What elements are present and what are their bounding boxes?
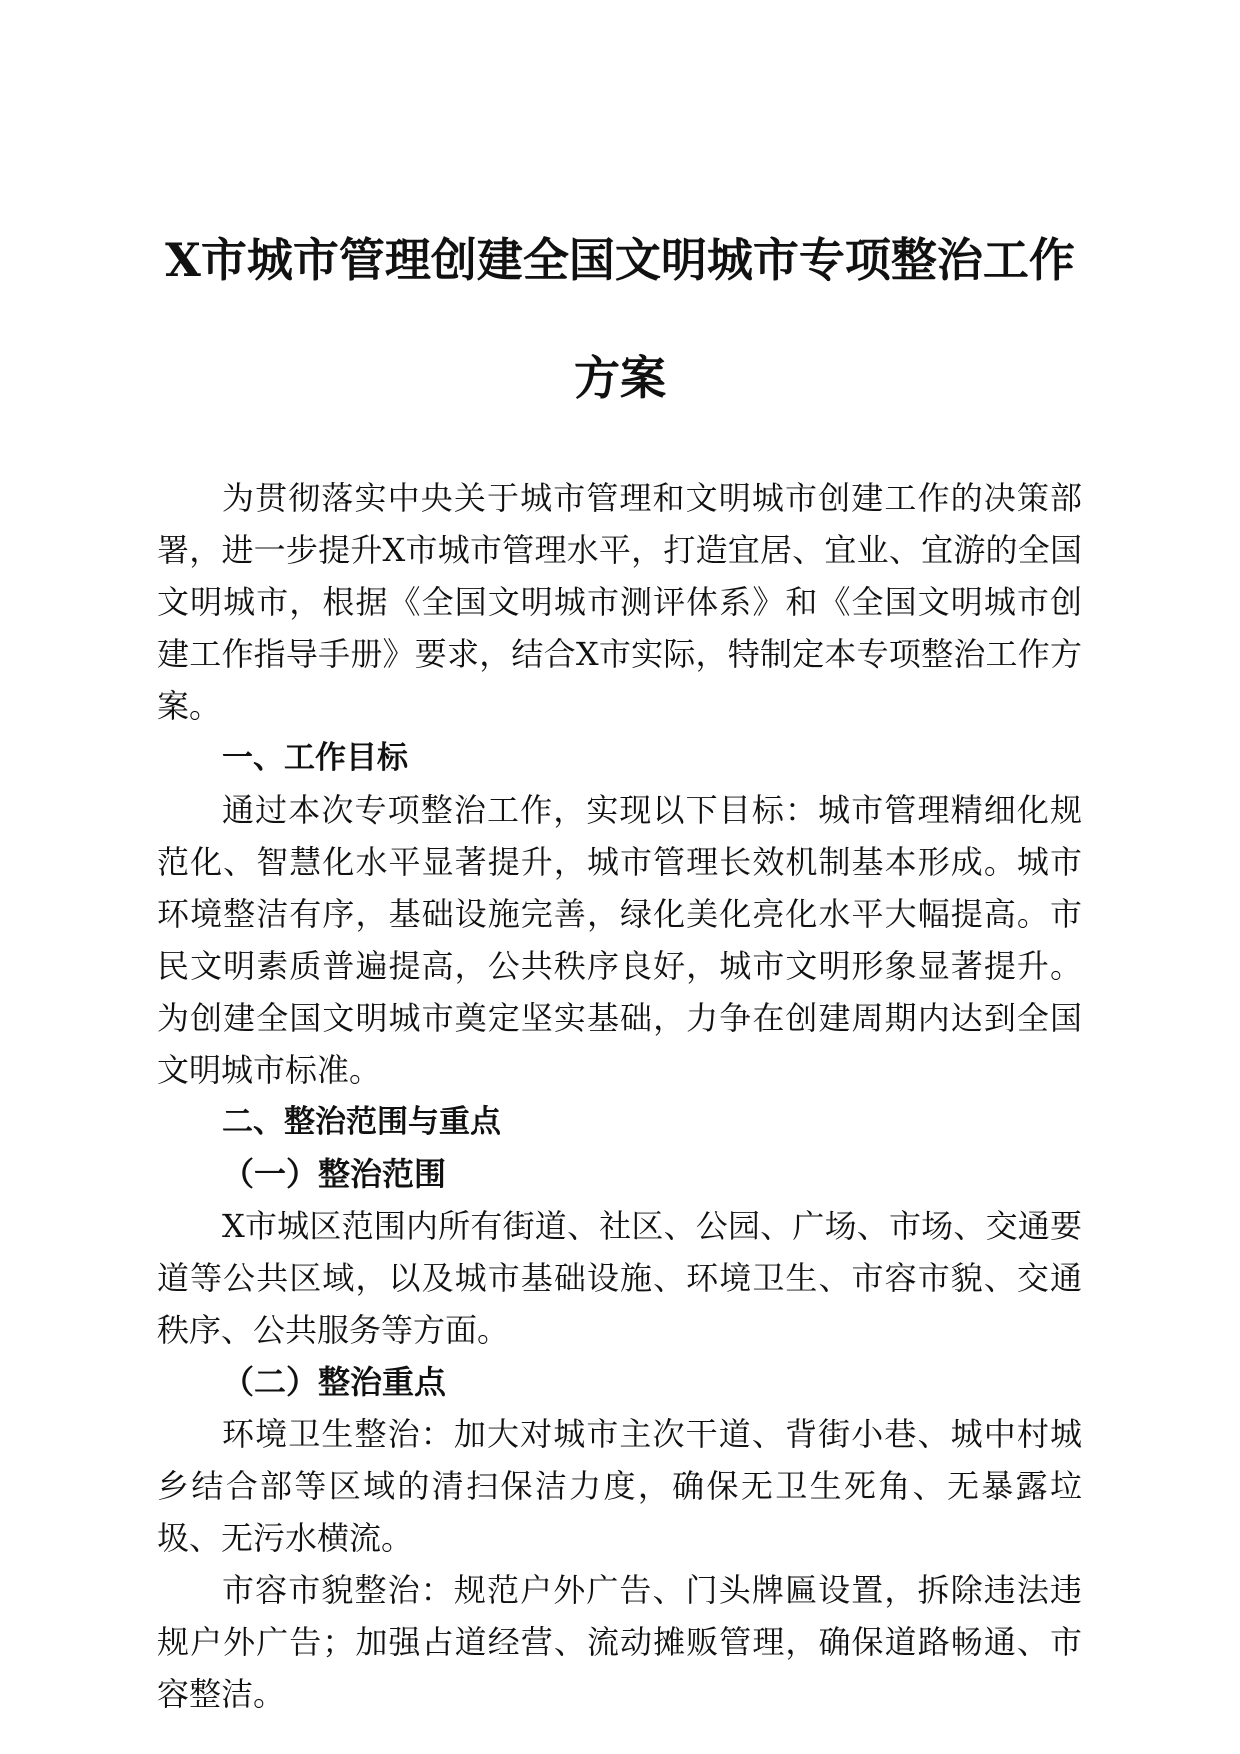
- document-body: [157, 472, 1082, 1720]
- document-title-line2: 方案: [574, 351, 666, 405]
- document-title-line1: X市城市管理创建全国文明城市专项整治工作: [165, 233, 1075, 287]
- sub2-item-cityscape: 市容市貌整治：规范户外广告、门头牌匾设置，拆除违法违规户外广告；加强占道经营、流动摊贩管理，确保道路畅通、市容整洁。: [157, 1571, 1082, 1713]
- section1-heading: 一、工作目标: [222, 740, 408, 776]
- sub1-paragraph: X市城区范围内所有街道、社区、公园、广场、市场、交通要道等公共区域，以及城市基础设施、环境卫生、市容市貌、交通秩序、公共服务等方面。: [157, 1207, 1082, 1349]
- sub2-heading: （二）整治重点: [222, 1363, 447, 1401]
- section2-heading: 二、整治范围与重点: [222, 1104, 501, 1140]
- sub2-item-environment: 环境卫生整治：加大对城市主次干道、背街小巷、城中村城乡结合部等区域的清扫保洁力度，确保无卫生死角、无暴露垃圾、无污水横流。: [157, 1415, 1082, 1557]
- sub1-heading: （一）整治范围: [222, 1155, 447, 1193]
- intro-paragraph: 为贯彻落实中央关于城市管理和文明城市创建工作的决策部署，进一步提升X市城市管理水平，打造宜居、宜业、宜游的全国文明城市，根据《全国文明城市测评体系》和《全国文明城市创建工作指导手册》要求，结合X市实际，特制定本专项整治工作方案。: [157, 479, 1082, 725]
- section1-paragraph: 通过本次专项整治工作，实现以下目标：城市管理精细化规范化、智慧化水平显著提升，城市管理长效机制基本形成。城市环境整洁有序，基础设施完善，绿化美化亮化水平大幅提高。市民文明素质普遍提高，公共秩序良好，城市文明形象显著提升。为创建全国文明城市奠定坚实基础，力争在创建周期内达到全国文明城市标准。: [157, 791, 1082, 1089]
